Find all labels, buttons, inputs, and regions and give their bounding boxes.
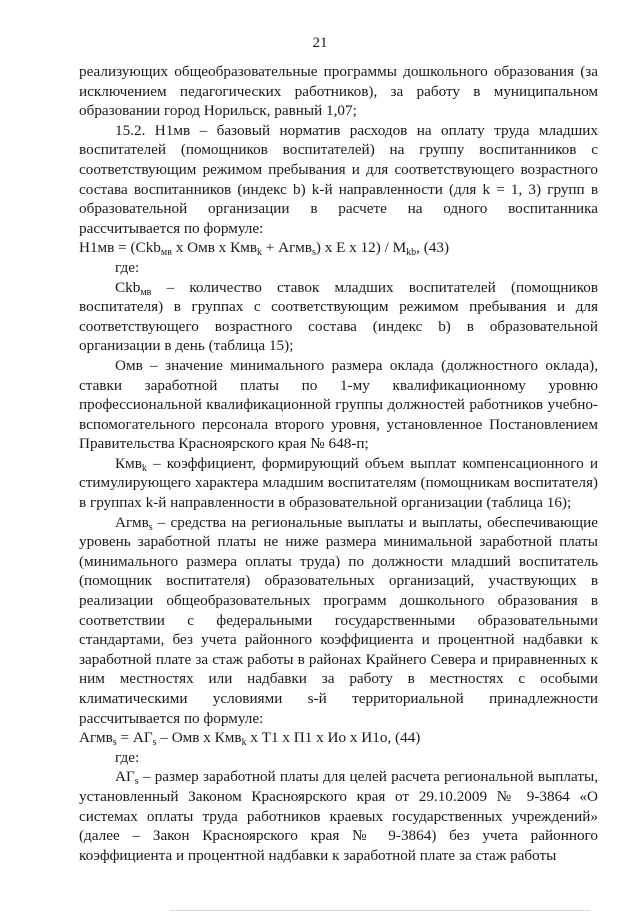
paragraph-15-2: 15.2. Н1мв – базовый норматив расходов на оплату труда младших воспитателей (помощников воспитателей) на группу воспитанников с соответствующим режимом пребывания и для соответствующего возрастного состава воспитанников (индекс b) k-й направленности (для k = 1, 3) групп в образовательной организации в расчете на одного воспитанника рассчитывается по формуле: bbox=[79, 121, 598, 237]
definition-agmv: Агмв$_s$ – средства на региональные выплаты и выплаты, обеспечивающие уровень заработной платы не ниже размера минимальной заработной платы (минимального размера оплаты труда) по должности младший воспитатель (помощник воспитателя) образовательных организаций, участвующих в реализации общеобразовательных программ дошкольного образования в соответствии с федеральными государственными образовательными стандартами, без учета районного коэффициента и процентной надбавки к заработной плате за стаж работы в районах Крайнего Севера и приравненных к ним местностях или надбавки за работу в местностях с особыми климатическими условиями s-й территориальной принадлежности рассчитывается по формуле: bbox=[79, 513, 598, 727]
definition-ag: $АГ_s$ – размер заработной платы для целей расчета региональной выплаты, установленный Законом Красноярского края от 29.10.2009 № 9-3864 «О системах оплаты труда работников краевых государственных учреждений» (далее – Закон Красноярского края № 9-3864) без учета районного коэффициента и процентной надбавки к заработной плате за стаж работы bbox=[79, 768, 598, 864]
definition-ckb: Ckb$_{мв}$ – количество ставок младших воспитателей (помощников воспитателя) в группах с соответствующим режимом пребывания и для соответствующего возрастного состава (индекс b) в образовательной организации в день (таблица 15); bbox=[79, 278, 598, 355]
document-body bbox=[79, 62, 598, 865]
bottom-scan-line bbox=[170, 910, 590, 911]
formula-43: Н1мв = (Ckb$_{мв}$ x Омв x Кмв$_k$ + Агмв$_s$) x Е x $12) / M_{kb}$, (43) bbox=[79, 239, 450, 259]
paragraph-continuation: реализующих общеобразовательные программы дошкольного образования (за исключением педагогических работников), за работу в муниципальном образовании город Норильск, равный 1,07; bbox=[79, 63, 598, 120]
formula-44: Агмв$_s$ = $АГ_s$ – Омв x Кмв$_k$ x Т1 x П1 x Ио x И1о, (44) bbox=[79, 729, 421, 749]
definition-kmv: Кмв$_k$ – коэффициент, формирующий объем выплат компенсационного и стимулирующего характера младшим воспитателям (помощникам воспитателя) в группах k-й направленности в образовательной организации (таблица 16); bbox=[79, 454, 598, 512]
where-label-2: где: bbox=[115, 748, 140, 766]
where-label-1: где: bbox=[115, 258, 140, 276]
page-number: 21 bbox=[312, 35, 328, 51]
definition-omv: Омв – значение минимального размера оклада (должностного оклада), ставки заработной платы по 1-му квалификационному уровню профессиональной квалификационной группы должностей работников учебно-вспомогательного персонала второго уровня, установленное Постановлением Правительства Красноярского края № 648-п; bbox=[79, 356, 598, 453]
